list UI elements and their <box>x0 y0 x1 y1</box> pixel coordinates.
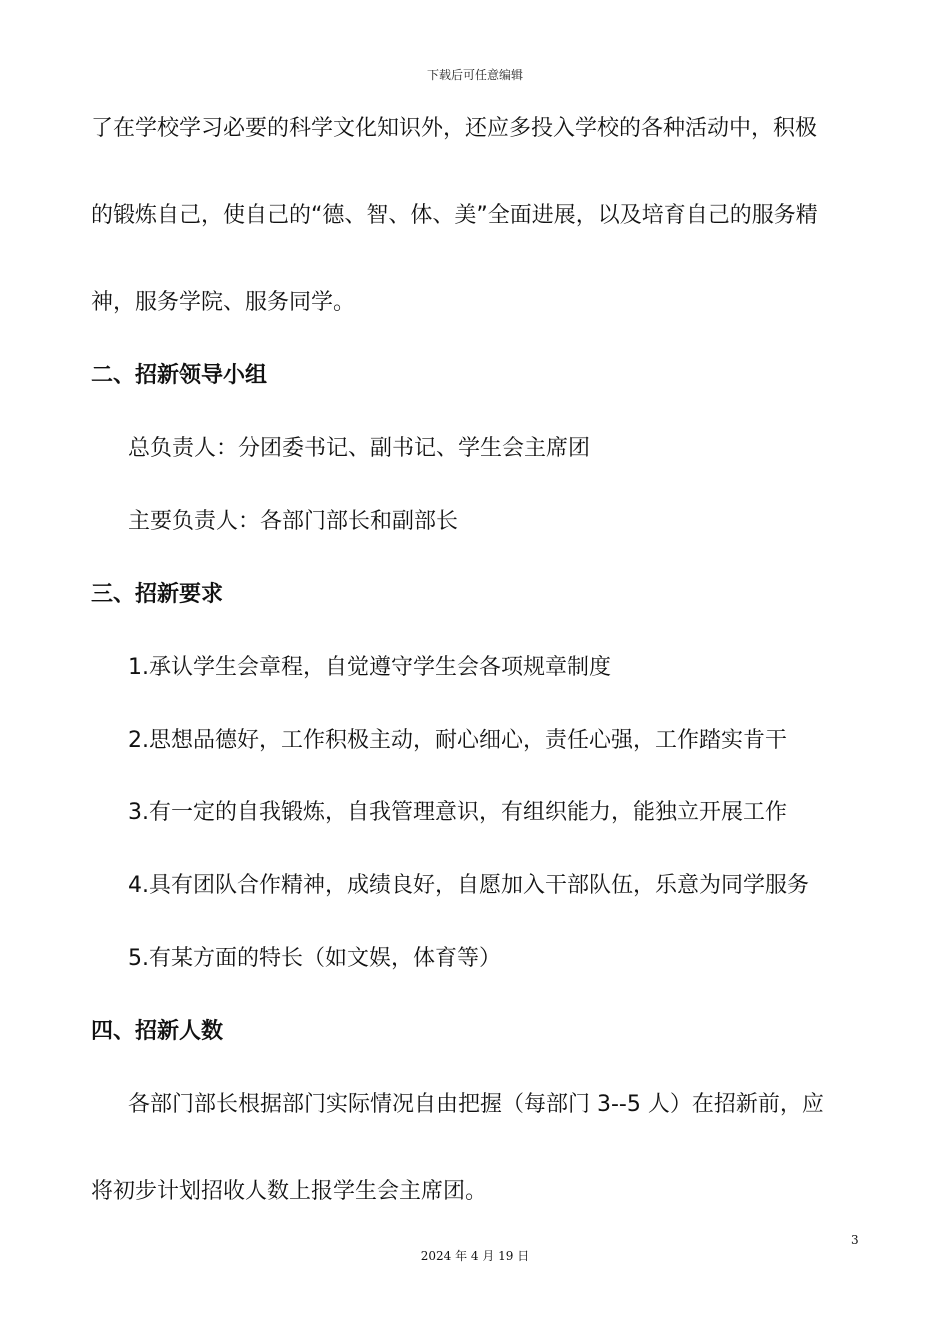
section2-line-1: 总负责人：分团委书记、副书记、学生会主席团 <box>128 436 591 461</box>
requirement-item-4: 4.具有团队合作精神，成绩良好，自愿加入干部队伍，乐意为同学服务 <box>128 873 809 898</box>
section-heading-3: 三、招新要求 <box>91 582 224 607</box>
page-header: 下载后可任意编辑 <box>426 68 523 82</box>
requirement-item-5: 5.有某方面的特长（如文娱，体育等） <box>128 946 501 971</box>
requirement-item-2: 2.思想品德好，工作积极主动，耐心细心，责任心强，工作踏实肯干 <box>128 728 787 753</box>
intro-line-3: 神，服务学院、服务同学。 <box>91 290 356 315</box>
intro-line-2: 的锻炼自己，使自己的“德、智、体、美”全面进展，以及培育自己的服务精 <box>91 203 818 228</box>
section2-line-2: 主要负责人：各部门部长和副部长 <box>128 509 459 534</box>
page-number: 3 <box>851 1233 859 1247</box>
intro-line-1: 了在学校学习必要的科学文化知识外，还应多投入学校的各种活动中，积极 <box>91 116 818 141</box>
section4-line-1: 各部门部长根据部门实际情况自由把握（每部门 3--5 人）在招新前，应 <box>128 1092 824 1117</box>
section-heading-2: 二、招新领导小组 <box>91 363 268 388</box>
requirement-item-3: 3.有一定的自我锻炼，自我管理意识，有组织能力，能独立开展工作 <box>128 800 787 825</box>
section4-line-2: 将初步计划招收人数上报学生会主席团。 <box>91 1179 488 1204</box>
footer-date: 2024 年 4 月 19 日 <box>420 1249 530 1263</box>
section-heading-4: 四、招新人数 <box>91 1019 224 1044</box>
requirement-item-1: 1.承认学生会章程，自觉遵守学生会各项规章制度 <box>128 655 611 680</box>
